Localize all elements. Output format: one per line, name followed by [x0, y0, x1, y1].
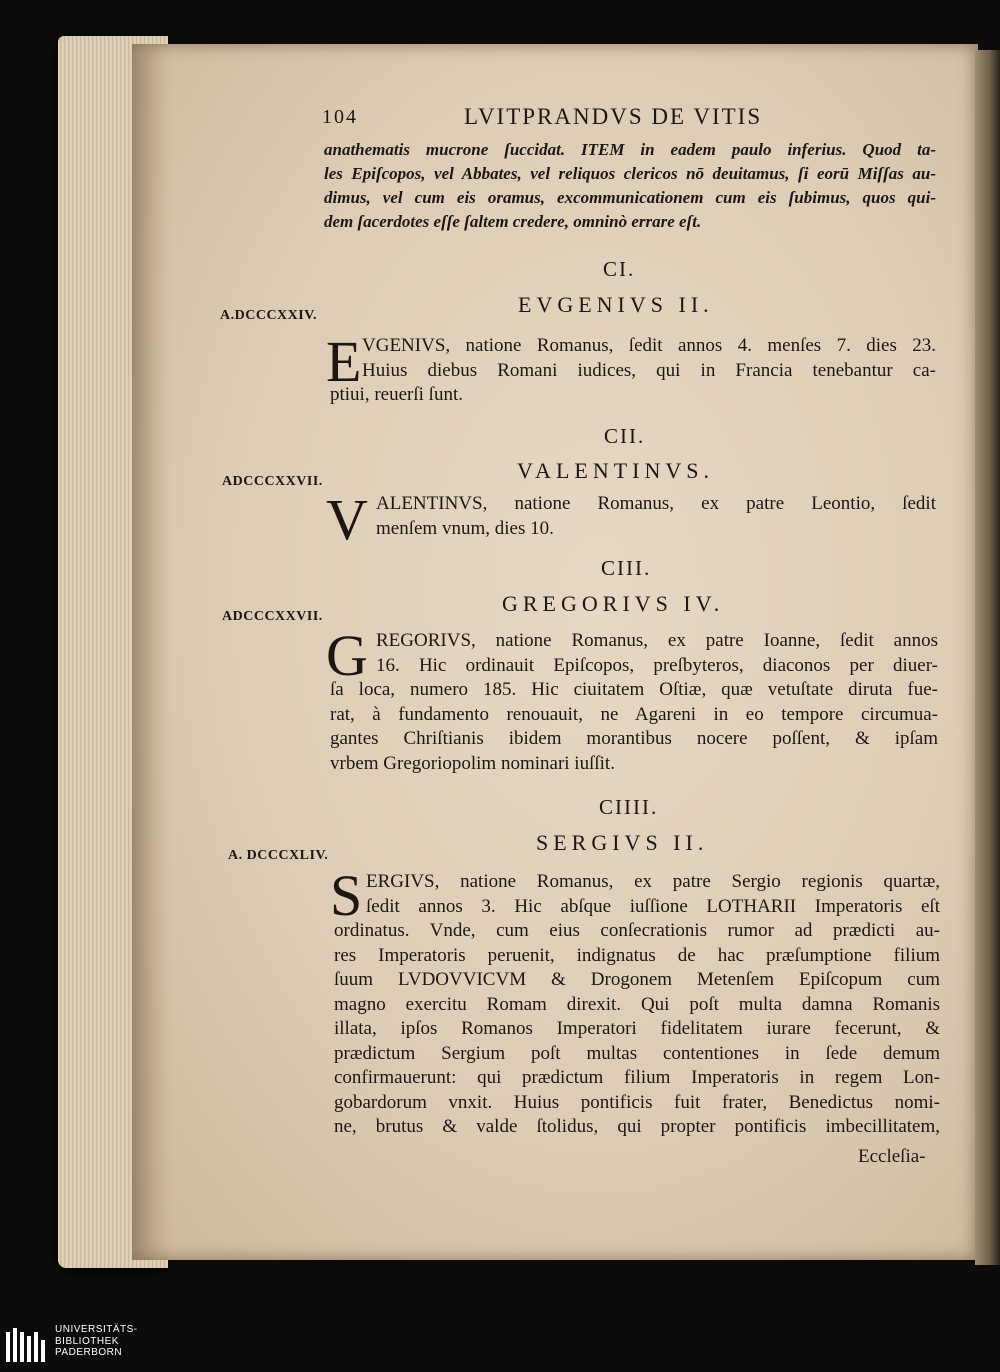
text-line: REGORIVS, natione Romanus, ex patre Ioanne, ſedit annos — [376, 630, 938, 651]
library-logo — [0, 1322, 150, 1372]
section-number: CII. — [604, 424, 646, 448]
text-line: les Epiſcopos, vel Abbates, vel reliquos clericos nō deuitamus, ſi eorū Miſſas au- — [324, 164, 936, 183]
section-paragraph-tail — [330, 383, 942, 408]
text-line: ERGIVS, natione Romanus, ex patre Sergio regionis quartæ, — [366, 871, 940, 892]
logo-line: UNIVERSITÄTS- — [55, 1324, 138, 1335]
margin-date: A.DCCCXXIV. — [220, 308, 318, 323]
library-logo-mark — [6, 1326, 48, 1366]
section-number: CIII. — [601, 556, 652, 580]
text-line: ne, brutus & valde ſtolidus, qui propter pontificis imbecillitatem, — [334, 1116, 940, 1137]
logo-line: PADERBORN — [55, 1347, 123, 1358]
gutter-shadow — [132, 44, 172, 1260]
text-line: anathematis mucrone ſuccidat. ITEM in eadem paulo inferius. Quod ta- — [324, 140, 936, 159]
text-line: ALENTINVS, natione Romanus, ex patre Leontio, ſedit — [376, 493, 936, 514]
text-line: prædictum Sergium poſt multas contentiones in ſede demum — [334, 1042, 940, 1064]
section-paragraph — [362, 334, 936, 383]
margin-date: ADCCCXXVII. — [222, 474, 323, 489]
section-paragraph-tail — [330, 678, 938, 776]
text-line: illata, ipſos Romanos Imperatori fidelitatem iurare fecerunt, & — [334, 1018, 940, 1039]
text-line: magno exercitu Romam direxit. Qui poſt multa damna Romanis — [334, 993, 940, 1015]
section-paragraph — [366, 870, 940, 919]
page-right-edge — [975, 50, 1000, 1265]
text-line: ordinatus. Vnde, cum eius conſecrationis rumor ad prædicti au- — [334, 920, 940, 941]
section-title: GREGORIVS IV. — [502, 591, 725, 616]
section-title: VALENTINVS. — [517, 458, 714, 483]
text-line: ſedit annos 3. Hic abſque iuſſione LOTHARII Imperatoris eſt — [366, 895, 940, 917]
drop-cap: V — [326, 487, 368, 552]
text-line: vrbem Gregoriopolim nominari iuſſit. — [330, 752, 615, 774]
text-line: gobardorum vnxit. Huius pontificis fuit frater, Benedictus nomi- — [334, 1091, 940, 1113]
page-number: 104 — [322, 106, 358, 128]
catchword: Eccleſia- — [858, 1146, 926, 1167]
text-line: menſem vnum, dies 10. — [376, 517, 554, 539]
drop-cap: G — [326, 623, 368, 688]
text-line: dem ſacerdotes eſſe ſaltem credere, omninò errare eſt. — [324, 212, 702, 231]
logo-line: BIBLIOTHEK — [55, 1335, 119, 1347]
section-number: CI. — [603, 257, 636, 281]
text-line: res Imperatoris peruenit, indignatus de hac præſumptione filium — [334, 944, 940, 966]
text-line: ptiui, reuerſi ſunt. — [330, 384, 463, 405]
margin-date: ADCCCXXVII. — [222, 609, 323, 624]
drop-cap: S — [330, 863, 363, 928]
section-title: EVGENIVS II. — [518, 292, 714, 317]
intro-paragraph — [324, 138, 936, 234]
running-title: LVITPRANDVS DE VITIS — [464, 104, 763, 129]
text-line: ſuum LVDOVVICVM & Drogonem Metenſem Epiſcopum cum — [334, 969, 940, 990]
library-logo-text — [55, 1324, 138, 1359]
text-line: VGENIVS, natione Romanus, ſedit annos 4. menſes 7. dies 23. — [362, 335, 936, 356]
text-line: Huius diebus Romani iudices, qui in Francia tenebantur ca- — [362, 359, 936, 381]
text-line: ſa loca, numero 185. Hic ciuitatem Oſtiæ, quæ vetuſtate diruta fue- — [330, 679, 938, 700]
drop-cap: E — [326, 329, 362, 394]
text-line: dimus, vel cum eis oramus, excommunicationem cum eis ſubimus, quos qui- — [324, 188, 936, 207]
text-line: 16. Hic ordinauit Epiſcopos, preſbyteros, diaconos per diuer- — [376, 654, 938, 676]
text-line: gantes Chriſtianis ibidem morantibus nocere poſſent, & ipſam — [330, 728, 938, 749]
section-paragraph-tail — [334, 919, 940, 1140]
section-number: CIIII. — [599, 795, 659, 819]
text-line: rat, à fundamento renouauit, ne Agareni in eo tempore circumua- — [330, 703, 938, 725]
section-paragraph — [376, 492, 936, 541]
section-paragraph — [376, 629, 938, 678]
margin-date: A. DCCCXLIV. — [228, 848, 329, 863]
section-title: SERGIVS II. — [536, 830, 709, 855]
text-line: confirmauerunt: qui prædictum filium Imperatoris in regem Lon- — [334, 1067, 940, 1088]
